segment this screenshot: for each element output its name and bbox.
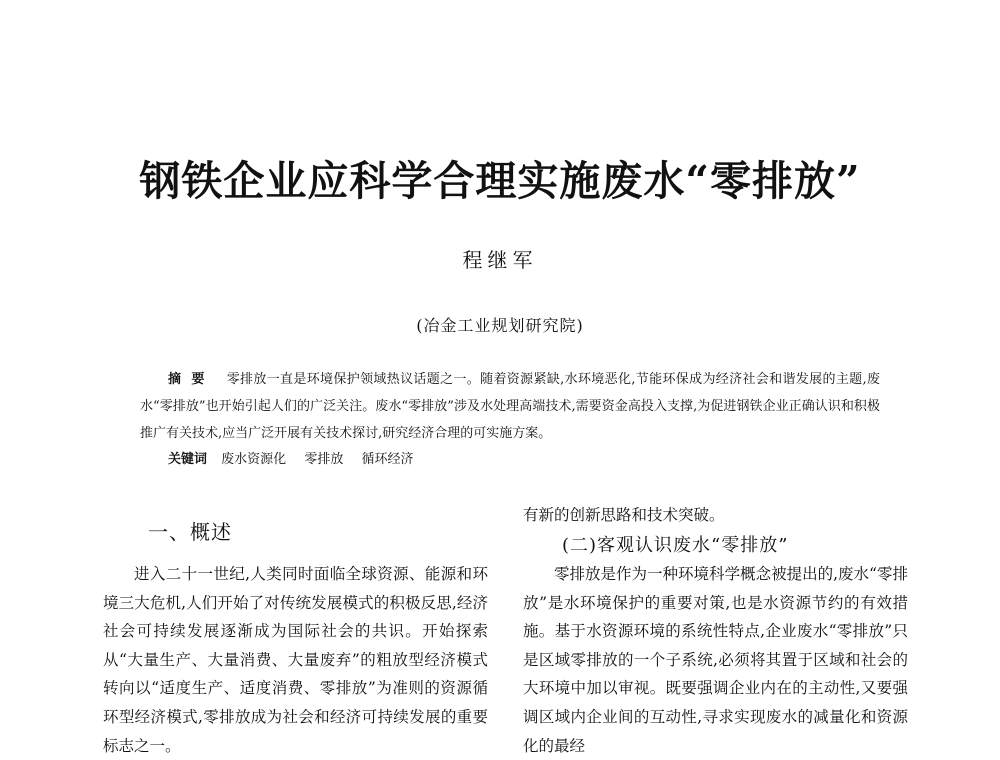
- paper-title: 钢铁企业应科学合理实施废水“零排放”: [139, 157, 861, 205]
- keywords: [168, 446, 868, 473]
- right-column: [523, 560, 908, 760]
- paper-affiliation: (冶金工业规划研究院): [416, 316, 584, 335]
- section2-heading: (二)客观认识废水“零排放”: [562, 535, 789, 556]
- paper-author: 程继军: [462, 248, 538, 272]
- section2-paragraph: 零排放是作为一种环境科学概念被提出的,废水“零排放”是水环境保护的重要对策,也是水资源节约的有效措施。基于水资源环境的系统性特点,企业废水“零排放”只是区域零排放的一个子系统,必须将其置于区域和社会的大环境中加以审视。既要强调企业内在的主动性,又要强调区域内企业间的互动性,寻求实现废水的减量化和资源化的最经: [523, 565, 908, 755]
- keywords-label: 关键词: [168, 452, 208, 467]
- keyword: 废水资源化: [221, 452, 287, 467]
- keyword: 零排放: [304, 452, 344, 467]
- section1-paragraph: 进入二十一世纪,人类同时面临全球资源、能源和环境三大危机,人们开始了对传统发展模式的积极反思,经济社会可持续发展逐渐成为国际社会的共识。开始探索从“大量生产、大量消费、大量废弃”的粗放型经济模式转向以“适度生产、适度消费、零排放”为准则的资源循环型经济模式,零排放成为社会和经济可持续发展的重要标志之一。: [103, 565, 488, 755]
- section1-heading: 一、概述: [148, 520, 232, 544]
- left-column: [103, 560, 488, 760]
- abstract: [140, 366, 880, 447]
- abstract-text: 零排放一直是环境保护领域热议话题之一。随着资源紧缺,水环境恶化,节能环保成为经济社会和谐发展的主题,废水“零排放”也开始引起人们的广泛关注。废水“零排放”涉及水处理高端技术,需要资金高投入支撑,为促进钢铁企业正确认识和积极推广有关技术,应当广泛开展有关技术探讨,研究经济合理的可实施方案。: [140, 372, 880, 441]
- keyword: 循环经济: [361, 452, 414, 467]
- right-continuation: 有新的创新思路和技术突破。: [523, 506, 725, 524]
- abstract-label: 摘要: [168, 372, 215, 387]
